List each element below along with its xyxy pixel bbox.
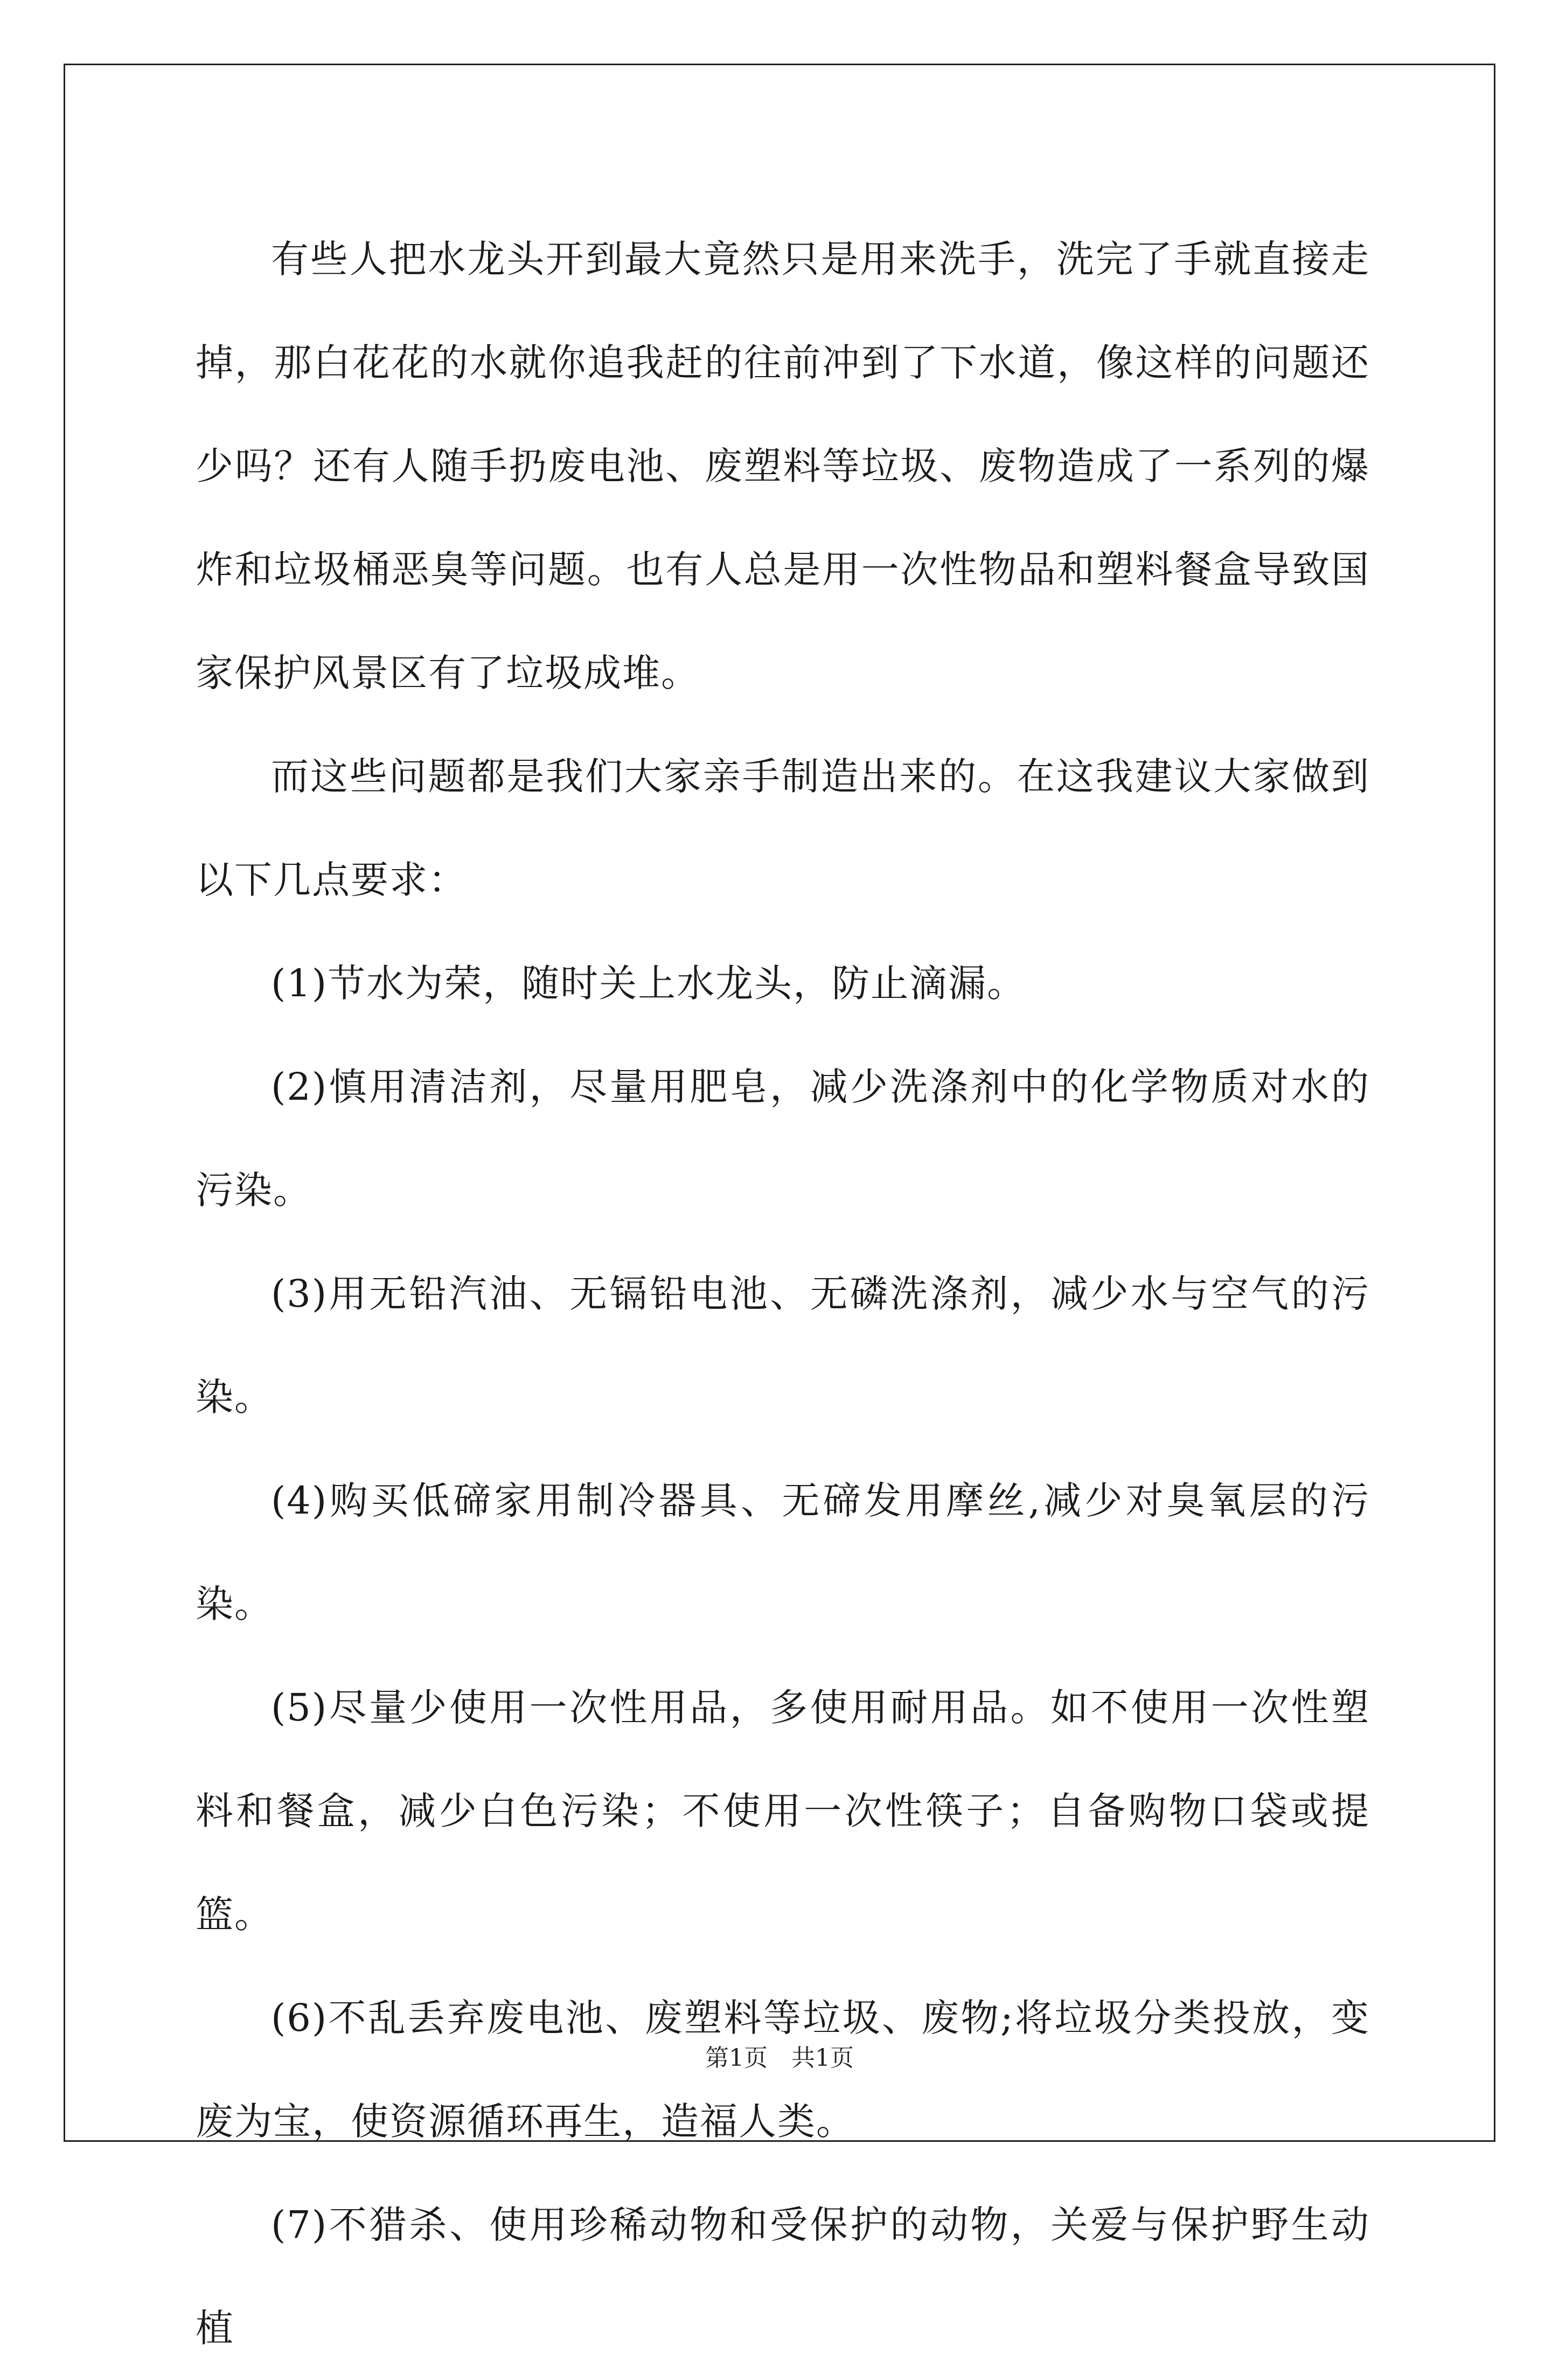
list-item: (6)不乱丢弃废电池、废塑料等垃圾、废物;将垃圾分类投放，变废为宝，使资源循环再生，造福人类。 bbox=[196, 1996, 1370, 2143]
list-item: (4)购买低碲家用制冷器具、无碲发用摩丝,减少对臭氧层的污染。 bbox=[196, 1479, 1370, 1626]
paragraph: 而这些问题都是我们大家亲手制造出来的。在这我建议大家做到以下几点要求： bbox=[196, 754, 1370, 902]
paragraph: 有些人把水龙头开到最大竟然只是用来洗手，洗完了手就直接走掉，那白花花的水就你追我赶的往前冲到了下水道，像这样的问题还少吗？还有人随手扔废电池、废塑料等垃圾、废物造成了一系列的爆炸和垃圾桶恶臭等问题。也有人总是用一次性物品和塑料餐盒导致国家保护风景区有了垃圾成堆。 bbox=[196, 237, 1370, 695]
list-item: (2)慎用清洁剂，尽量用肥皂，减少洗涤剂中的化学物质对水的污染。 bbox=[196, 1065, 1370, 1212]
list-item: (3)用无铅汽油、无镉铅电池、无磷洗涤剂，减少水与空气的污染。 bbox=[196, 1272, 1370, 1419]
list-item: (5)尽量少使用一次性用品，多使用耐用品。如不使用一次性塑料和餐盒，减少白色污染；不使用一次性筷子；自备购物口袋或提篮。 bbox=[196, 1685, 1370, 1937]
page-footer bbox=[0, 2042, 1559, 2074]
list-item: (7)不猎杀、使用珍稀动物和受保护的动物，关爱与保护野生动植 bbox=[196, 2203, 1370, 2350]
list-item: (1)节水为荣，随时关上水龙头，防止滴漏。 bbox=[271, 961, 1026, 1005]
page-number: 第1页 bbox=[705, 2044, 768, 2072]
page-total: 共1页 bbox=[791, 2044, 854, 2072]
